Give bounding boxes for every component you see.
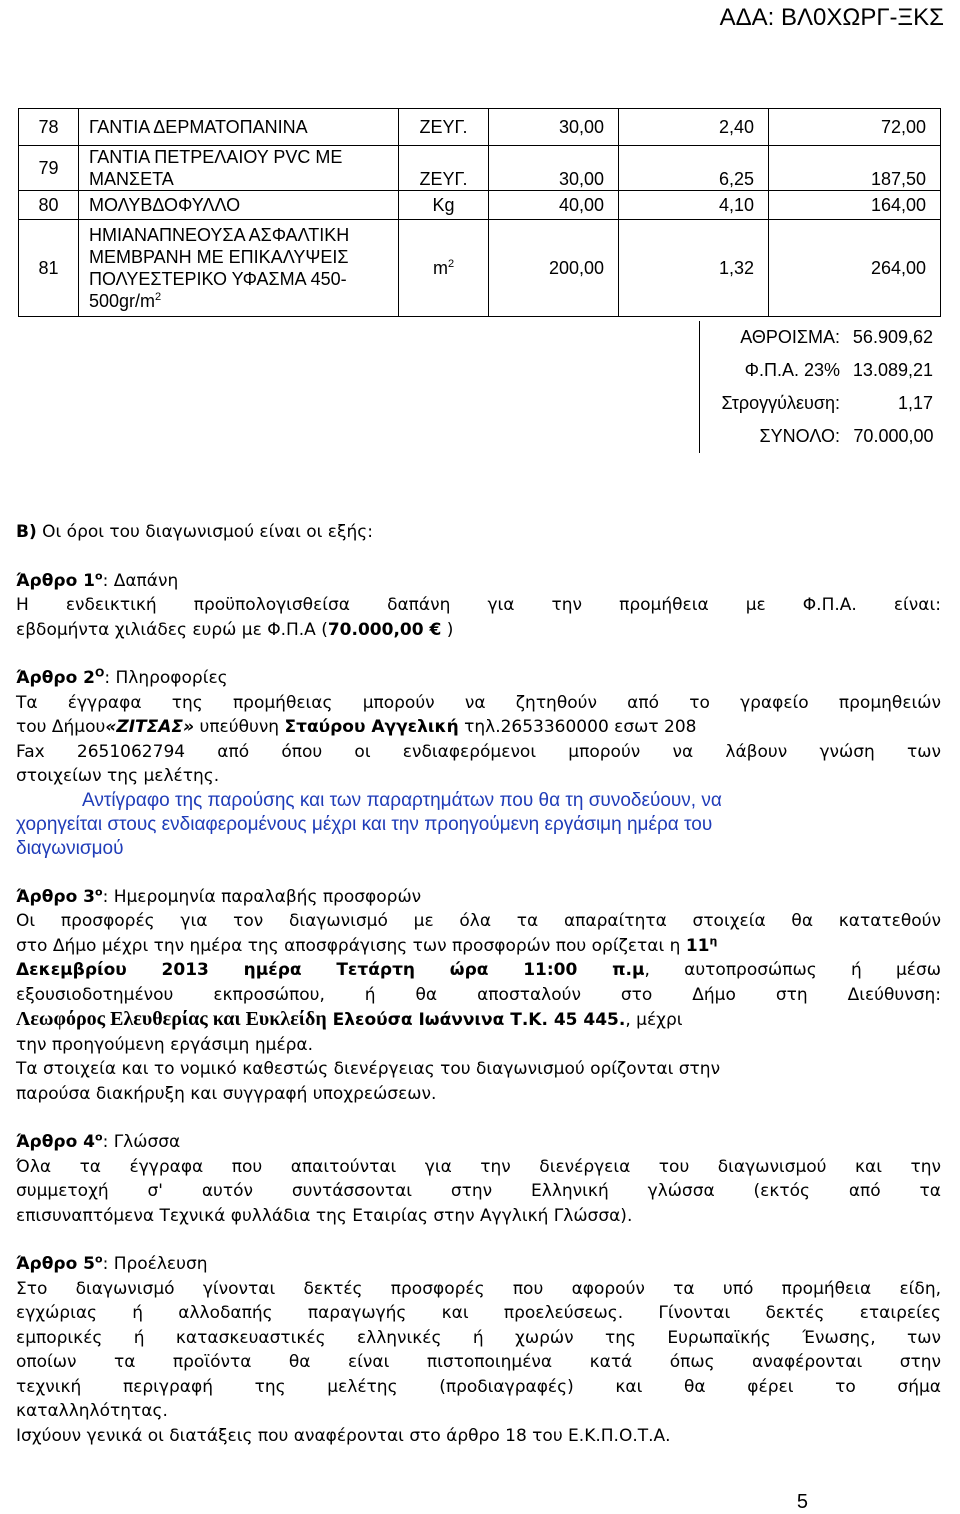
article-5-line: Ισχύουν γενικά οι διατάξεις που αναφέρονται στο άρθρο 18 του Ε.Κ.Π.Ο.Τ.Α.	[16, 1425, 671, 1446]
phone-text: τηλ.2653360000 εσωτ 208	[458, 717, 697, 737]
text: στο Δήμο μέχρι την ημέρα της αποσφράγισης των προσφορών που ορίζεται η	[16, 935, 686, 956]
table-row	[19, 191, 941, 220]
item-total: 264,00	[769, 220, 941, 317]
totals-label: ΣΥΝΟΛΟ:	[700, 420, 851, 453]
article-2-line	[16, 715, 941, 740]
date-day: 11	[685, 935, 710, 956]
table-row	[19, 220, 941, 317]
article-3-line	[16, 958, 941, 983]
table-row	[19, 146, 941, 191]
intro-label: Β)	[16, 522, 37, 542]
article-4-heading	[16, 1130, 941, 1155]
intro-text: Οι όροι του διαγωνισμού είναι οι εξής:	[36, 522, 373, 542]
article-subtitle: : Ημερομηνία παραλαβής προσφορών	[102, 886, 422, 907]
item-total: 72,00	[769, 109, 941, 146]
item-total: 164,00	[769, 191, 941, 220]
text: του Δήμου	[16, 717, 106, 737]
item-qty: 30,00	[489, 146, 619, 191]
text: υπεύθυνη	[194, 717, 285, 737]
article-3-line	[16, 1007, 941, 1033]
blue-note-line: χορηγείται στους ενδιαφερομένους μέχρι και την προηγούμενη εργάσιμη ημέρα του	[16, 813, 713, 835]
article-5-line: εμπορικές ή κατασκευαστικές ελληνικές ή χωρών της Ευρωπαϊκής Ένωσης, των	[16, 1327, 941, 1348]
article-1-heading	[16, 569, 941, 594]
page-number: 5	[796, 1491, 808, 1513]
article-4-line: Όλα τα έγγραφα που απαιτούνται για την διενέργεια του διαγωνισμού και την	[16, 1156, 941, 1177]
text: , μέχρι	[625, 1010, 683, 1030]
item-no: 78	[19, 109, 79, 146]
item-desc: ΜΟΛΥΒΔΟΦΥΛΛΟ	[79, 191, 399, 220]
article-3-line: παρούσα διακήρυξη και συγγραφή υποχρεώσεων.	[16, 1083, 437, 1104]
article-1-line: Η ενδεικτική προϋπολογισθείσα δαπάνη για την προμήθεια με Φ.Π.Α. είναι:	[16, 595, 941, 615]
item-unit: ΖΕΥΓ.	[399, 146, 489, 191]
article-title: Άρθρο 2	[16, 668, 95, 688]
totals-value: 13.089,21	[852, 360, 933, 380]
article-subtitle: : Προέλευση	[102, 1254, 208, 1274]
blue-note-line: διαγωνισμού	[16, 837, 124, 859]
article-title: Άρθρο 3	[16, 886, 95, 907]
municipality-name: «ΖΙΤΣΑΣ»	[105, 717, 195, 737]
article-5-heading	[16, 1252, 941, 1277]
article-5-line: οποίων τα προϊόντα θα είναι πιστοποιημένα κατά όπως αναφέρονται στην	[16, 1352, 941, 1372]
text: )	[441, 619, 454, 640]
article-2-line: Fax 2651062794 από όπου οι ενδιαφερόμενοι μπορούν να λάβουν γνώση των	[16, 741, 941, 762]
totals-row	[700, 420, 940, 453]
item-price: 2,40	[619, 109, 769, 146]
intro-line	[16, 520, 941, 545]
item-price: 4,10	[619, 191, 769, 220]
article-3-line: Οι προσφορές για τον διαγωνισμό με όλα τα απαραίτητα στοιχεία θα κατατεθούν	[16, 911, 941, 931]
item-desc: ΓΑΝΤΙΑ ΔΕΡΜΑΤΟΠΑΝΙΝΑ	[79, 109, 399, 146]
article-2-line: Τα έγγραφα της προμήθειας μπορούν να ζητηθούν από το γραφείο προμηθειών	[16, 692, 941, 713]
item-unit: ΖΕΥΓ.	[399, 109, 489, 146]
article-3-line: την προηγούμενη εργάσιμη ημέρα.	[16, 1034, 314, 1055]
address-street: Λεωφόρος Ελευθερίας και Ευκλείδη	[16, 1008, 327, 1030]
article-subtitle: : Γλώσσα	[102, 1132, 181, 1152]
totals-row	[700, 321, 940, 354]
article-2-line: στοιχείων της μελέτης.	[16, 766, 220, 786]
article-title: Άρθρο 4	[16, 1132, 95, 1152]
totals-label: ΑΘΡΟΙΣΜΑ:	[700, 321, 851, 354]
address-city: Ελεούσα Ιωάννινα Τ.Κ. 45 445.	[326, 1010, 626, 1030]
amount-bold: 70.000,00 €	[327, 619, 442, 640]
article-4-line: επισυναπτόμενα Τεχνικά φυλλάδια της Εταιρίας στην Αγγλική Γλώσσα).	[16, 1205, 633, 1226]
item-unit-text: m	[432, 258, 448, 278]
item-qty: 30,00	[489, 109, 619, 146]
totals-value: 70.000,00	[853, 426, 934, 446]
text: εβδομήντα χιλιάδες ευρώ με Φ.Π.Α (	[16, 619, 328, 640]
item-qty: 40,00	[489, 191, 619, 220]
item-desc-sup: 2	[155, 291, 162, 303]
item-unit: Kg	[399, 191, 489, 220]
item-desc: ΓΑΝΤΙΑ ΠΕΤΡΕΛΑΙΟΥ PVC ΜΕ ΜΑΝΣΕΤΑ	[79, 146, 399, 191]
article-3-line	[16, 934, 941, 959]
ada-header: ΑΔΑ: ΒΛ0ΧΩΡΓ-ΞΚΣ	[719, 4, 944, 31]
contact-name: Σταύρου Αγγελική	[284, 717, 459, 737]
totals-value: 1,17	[897, 393, 933, 413]
article-5-line: εγχώριας ή αλλοδαπής παραγωγής και προελεύσεως. Γίνονται δεκτές εταιρείες	[16, 1303, 941, 1323]
deadline-bold: Δεκεμβρίου 2013 ημέρα Τετάρτη ώρα 11:00 π.μ	[16, 960, 645, 980]
article-5-line: Στο διαγωνισμό γίνονται δεκτές προσφορές που αφορούν τα υπό προμήθεια είδη,	[16, 1278, 941, 1299]
article-title: Άρθρο 5	[16, 1254, 95, 1274]
totals-value: 56.909,62	[852, 327, 933, 347]
item-no: 79	[19, 146, 79, 191]
item-no: 80	[19, 191, 79, 220]
article-subtitle: : Δαπάνη	[102, 570, 179, 591]
item-desc	[79, 220, 399, 317]
article-2-heading	[16, 666, 941, 691]
item-desc-text: ΗΜΙΑΝΑΠΝΕΟΥΣΑ ΑΣΦΑΛΤΙΚΗ ΜΕΜΒΡΑΝΗ ΜΕ ΕΠΙΚΑΛΥΨΕΙΣ ΠΟΛΥΕΣΤΕΡΙΚΟ ΥΦΑΣΜΑ 450-500gr/m	[89, 225, 350, 311]
article-sup: ο	[95, 884, 103, 898]
article-sup: Ο	[95, 666, 105, 680]
item-unit	[399, 220, 489, 317]
article-sup: ο	[95, 1252, 103, 1266]
item-unit-sup: 2	[447, 258, 455, 270]
article-4-line: συμμετοχή σ' αυτόν συντάσσονται στην Ελληνική γλώσσα (εκτός από τα	[16, 1181, 941, 1201]
item-total: 187,50	[769, 146, 941, 191]
totals-label: Φ.Π.Α. 23%	[700, 354, 851, 387]
article-5-line: τεχνική περιγραφή της μελέτης (προδιαγραφές) και θα φέρει το σήμα	[16, 1376, 941, 1397]
items-table	[18, 108, 941, 317]
article-sup: ο	[95, 1130, 103, 1144]
item-no: 81	[19, 220, 79, 317]
item-price: 1,32	[619, 220, 769, 317]
blue-note-line: Αντίγραφο της παρούσης και των παραρτημάτων που θα τη συνοδεύουν, να	[82, 789, 722, 811]
article-title: Άρθρο 1	[16, 570, 95, 591]
totals-row	[700, 387, 940, 420]
table-row	[19, 109, 941, 146]
document-body	[16, 520, 941, 1448]
item-qty: 200,00	[489, 220, 619, 317]
article-3-line: Τα στοιχεία και το νομικό καθεστώς διενέργειας του διαγωνισμού ορίζονται στην	[16, 1059, 721, 1079]
text: , αυτοπροσώπως ή μέσω	[644, 960, 941, 980]
article-5-line: καταλληλότητας.	[16, 1401, 168, 1421]
totals-label: Στρογγύλευση:	[700, 387, 851, 420]
totals-row	[700, 354, 940, 387]
article-subtitle: : Πληροφορίες	[104, 668, 228, 688]
date-sup: η	[709, 933, 718, 947]
article-1-line	[16, 618, 941, 643]
article-sup: ο	[95, 568, 103, 582]
article-3-line: εξουσιοδοτημένου εκπροσώπου, ή θα αποσταλούν στο Δήμο στη Διεύθυνση:	[16, 984, 941, 1005]
totals-table	[699, 321, 940, 453]
article-3-heading	[16, 885, 941, 910]
item-price: 6,25	[619, 146, 769, 191]
